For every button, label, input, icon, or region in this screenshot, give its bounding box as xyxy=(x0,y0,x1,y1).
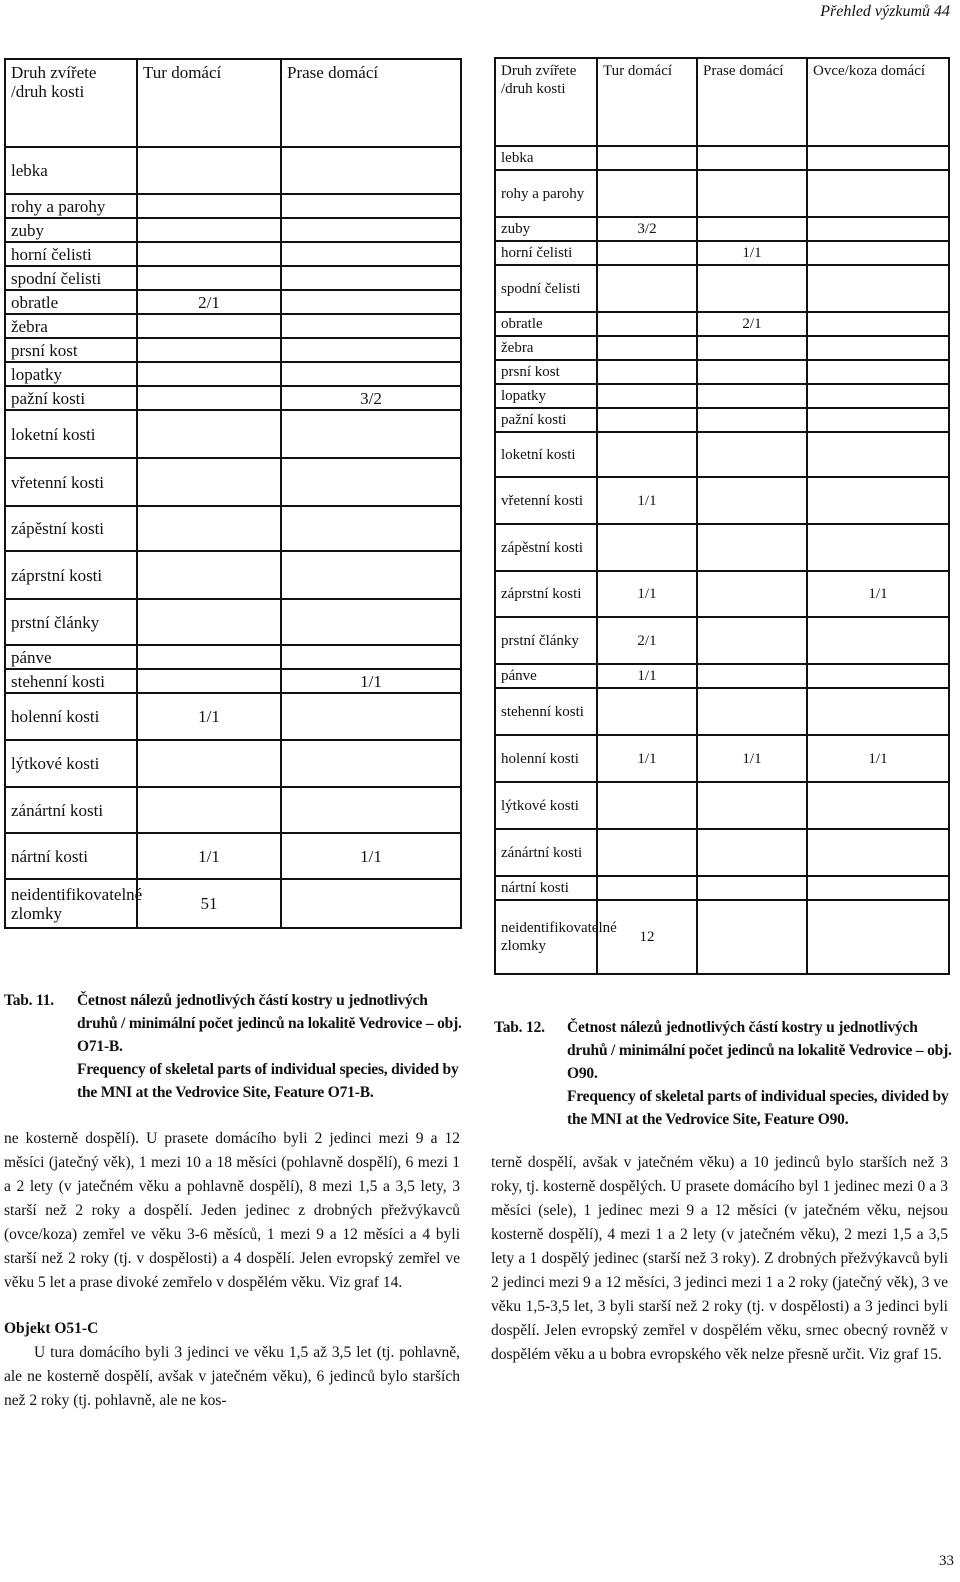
column-header: Ovce/koza domácí xyxy=(807,58,949,146)
count-cell xyxy=(137,506,281,551)
count-cell xyxy=(807,432,949,477)
table-row xyxy=(5,669,461,693)
table-row xyxy=(495,312,949,336)
bone-label: pažní kosti xyxy=(495,408,597,432)
count-cell: 3/2 xyxy=(597,217,697,241)
table-row xyxy=(5,458,461,506)
table-row xyxy=(5,787,461,833)
bone-label: prsní kost xyxy=(495,360,597,384)
count-cell xyxy=(281,290,461,314)
table-row xyxy=(495,146,949,170)
count-cell xyxy=(281,506,461,551)
count-cell xyxy=(697,146,807,170)
table-11-caption-label: Tab. 11. xyxy=(4,992,54,1009)
count-cell: 12 xyxy=(597,900,697,974)
count-cell xyxy=(597,265,697,312)
count-cell xyxy=(597,170,697,217)
count-cell xyxy=(807,782,949,829)
count-cell xyxy=(281,599,461,645)
running-head: Přehled výzkumů 44 xyxy=(820,3,950,20)
count-cell xyxy=(807,829,949,876)
count-cell xyxy=(807,146,949,170)
bone-label: záprstní kosti xyxy=(495,571,597,617)
count-cell xyxy=(697,571,807,617)
count-cell xyxy=(137,242,281,266)
column-header: Tur domácí xyxy=(137,59,281,147)
count-cell xyxy=(807,265,949,312)
count-cell: 1/1 xyxy=(597,664,697,688)
body-paragraph: U tura domácího byli 3 jedinci ve věku 1,5 až 3,5 let (tj. pohlavně, ale ne kosterně dospělí, avšak v jatečném věku), 6 jedinců bylo starších než 2 roky (tj. pohlavně, ale ne kos- xyxy=(4,1344,460,1409)
column-header: Druh zvířete /druh kosti xyxy=(495,58,597,146)
table-row xyxy=(5,242,461,266)
table-row xyxy=(495,617,949,664)
count-cell xyxy=(281,314,461,338)
table-row xyxy=(495,900,949,974)
table-row xyxy=(495,265,949,312)
count-cell xyxy=(697,477,807,524)
table-row xyxy=(495,384,949,408)
bone-label: neidentifikovatelné zlomky xyxy=(5,879,137,928)
count-cell xyxy=(807,876,949,900)
column-header: Prase domácí xyxy=(281,59,461,147)
count-cell xyxy=(807,477,949,524)
table-row xyxy=(495,360,949,384)
count-cell: 3/2 xyxy=(281,386,461,410)
table-12-caption-en: Frequency of skeletal parts of individual species, divided by the MNI at the Vedrovice Site, Feature O90. xyxy=(567,1088,949,1128)
count-cell xyxy=(597,360,697,384)
count-cell xyxy=(281,266,461,290)
table-row xyxy=(495,782,949,829)
bone-label: pánve xyxy=(495,664,597,688)
count-cell xyxy=(281,645,461,669)
count-cell xyxy=(697,782,807,829)
count-cell: 1/1 xyxy=(597,571,697,617)
count-cell xyxy=(597,829,697,876)
count-cell xyxy=(137,266,281,290)
count-cell xyxy=(597,408,697,432)
table-row xyxy=(5,386,461,410)
count-cell: 1/1 xyxy=(597,735,697,782)
table-row xyxy=(495,735,949,782)
bone-label: vřetenní kosti xyxy=(495,477,597,524)
bone-label: prsní kost xyxy=(5,338,137,362)
bone-label: nártní kosti xyxy=(495,876,597,900)
count-cell xyxy=(137,362,281,386)
count-cell xyxy=(137,314,281,338)
count-cell xyxy=(281,147,461,194)
table-row xyxy=(5,290,461,314)
table-row xyxy=(495,829,949,876)
count-cell xyxy=(281,740,461,787)
count-cell xyxy=(137,147,281,194)
bone-label: lýtkové kosti xyxy=(5,740,137,787)
count-cell xyxy=(697,664,807,688)
table-row xyxy=(5,740,461,787)
table-row xyxy=(495,432,949,477)
table-12 xyxy=(494,57,950,975)
table-row xyxy=(5,506,461,551)
table-row xyxy=(5,314,461,338)
bone-label: spodní čelisti xyxy=(5,266,137,290)
count-cell xyxy=(281,410,461,458)
count-cell xyxy=(697,170,807,217)
body-column-left xyxy=(4,1127,460,1413)
count-cell xyxy=(137,386,281,410)
count-cell xyxy=(281,787,461,833)
count-cell xyxy=(807,336,949,360)
count-cell xyxy=(807,170,949,217)
bone-label: záprstní kosti xyxy=(5,551,137,599)
table-row xyxy=(495,241,949,265)
count-cell xyxy=(281,242,461,266)
count-cell xyxy=(597,876,697,900)
table-row xyxy=(495,408,949,432)
table-header-row xyxy=(495,58,949,146)
count-cell xyxy=(697,876,807,900)
bone-label: lopatky xyxy=(495,384,597,408)
count-cell xyxy=(137,410,281,458)
count-cell xyxy=(807,312,949,336)
count-cell xyxy=(697,360,807,384)
bone-label: rohy a parohy xyxy=(5,194,137,218)
count-cell xyxy=(807,384,949,408)
count-cell xyxy=(807,664,949,688)
count-cell xyxy=(281,551,461,599)
bone-label: zánártní kosti xyxy=(495,829,597,876)
table-row xyxy=(495,664,949,688)
count-cell xyxy=(137,338,281,362)
bone-label: obratle xyxy=(495,312,597,336)
table-row xyxy=(495,217,949,241)
bone-label: spodní čelisti xyxy=(495,265,597,312)
body-paragraph: terně dospělí, avšak v jatečném věku) a 10 jedinců bylo starších než 3 roky, tj. kosterně dospělých. U prasete domácího byl 1 jedinec mezi 0 a 3 měsíci (sele), 1 jedinec mezi 9 a 12 měsíci (v jatečném věku, nejsou kosterně dospělí), 4 mezi 1 a 2 lety (v jatečném věku), 2 mezi 1,5 a 3,5 lety a 1 dospělý jedinec (starší než 3 roky). Z drobných přežvýkavců byli 2 jedinci mezi 9 a 12 měsíci, 3 jedinci mezi 1 a 2 roky (jatečný věk), 3 ve věku 1,5-3,5 let, 3 byli starší než 2 roky (tj. v dospělosti) a 3 jedinci byli dospělí. Jelen evropský zemřel v dospělém věku, srnec obecný rovněž v dospělém věku a u bobra evropského věk nelze přesně určit. Viz graf 15. xyxy=(491,1154,948,1363)
count-cell xyxy=(697,265,807,312)
bone-label: horní čelisti xyxy=(495,241,597,265)
count-cell xyxy=(807,524,949,571)
table-row xyxy=(5,833,461,879)
count-cell xyxy=(281,218,461,242)
table-12-caption-label: Tab. 12. xyxy=(494,1019,545,1036)
table-12-caption-cz: Četnost nálezů jednotlivých částí kostry u jednotlivých druhů / minimální počet jedinců na lokalitě Vedrovice – obj. O90. xyxy=(567,1019,952,1082)
count-cell xyxy=(597,688,697,735)
bone-label: lebka xyxy=(495,146,597,170)
count-cell xyxy=(697,408,807,432)
table-11 xyxy=(4,58,462,929)
table-row xyxy=(5,266,461,290)
bone-label: zuby xyxy=(495,217,597,241)
count-cell: 1/1 xyxy=(597,477,697,524)
bone-label: loketní kosti xyxy=(5,410,137,458)
bone-label: zápěstní kosti xyxy=(5,506,137,551)
column-header: Druh zvířete /druh kosti xyxy=(5,59,137,147)
page-number: 33 xyxy=(939,1553,954,1569)
count-cell xyxy=(281,194,461,218)
bone-label: vřetenní kosti xyxy=(5,458,137,506)
count-cell: 1/1 xyxy=(697,735,807,782)
count-cell: 1/1 xyxy=(807,735,949,782)
table-row xyxy=(5,147,461,194)
count-cell xyxy=(137,740,281,787)
bone-label: pánve xyxy=(5,645,137,669)
count-cell xyxy=(281,879,461,928)
table-12-caption xyxy=(494,1016,950,1126)
bone-label: horní čelisti xyxy=(5,242,137,266)
table-11-caption-en: Frequency of skeletal parts of individual species, divided by the MNI at the Vedrovice Site, Feature O71-B. xyxy=(77,1061,459,1101)
bone-label: prstní články xyxy=(5,599,137,645)
count-cell: 1/1 xyxy=(807,571,949,617)
count-cell xyxy=(281,458,461,506)
count-cell xyxy=(597,524,697,571)
table-row xyxy=(495,336,949,360)
count-cell xyxy=(597,241,697,265)
count-cell: 2/1 xyxy=(697,312,807,336)
bone-label: prstní články xyxy=(495,617,597,664)
table-row xyxy=(5,410,461,458)
count-cell xyxy=(281,338,461,362)
column-header: Tur domácí xyxy=(597,58,697,146)
bone-label: pažní kosti xyxy=(5,386,137,410)
section-heading: Objekt O51-C xyxy=(4,1320,99,1337)
count-cell: 1/1 xyxy=(281,833,461,879)
count-cell xyxy=(137,194,281,218)
bone-label: zuby xyxy=(5,218,137,242)
count-cell xyxy=(137,645,281,669)
count-cell xyxy=(697,217,807,241)
bone-label: rohy a parohy xyxy=(495,170,597,217)
count-cell xyxy=(137,669,281,693)
table-11-caption xyxy=(4,989,460,1099)
bone-label: lopatky xyxy=(5,362,137,386)
bone-label: holenní kosti xyxy=(5,693,137,740)
bone-label: obratle xyxy=(5,290,137,314)
bone-label: holenní kosti xyxy=(495,735,597,782)
count-cell: 2/1 xyxy=(137,290,281,314)
count-cell xyxy=(697,617,807,664)
count-cell: 1/1 xyxy=(281,669,461,693)
count-cell xyxy=(597,312,697,336)
body-paragraph: ne kosterně dospělí). U prasete domácího byli 2 jedinci mezi 9 a 12 měsíci (jatečný věk), 1 mezi 10 a 18 měsíci (pohlavně dospělí), 6 mezi 1 a 2 lety (v jatečném věku a pohlavně dospělí), 8 mezi 1,5 a 3,5 lety, 3 starší než 2 roky a dospělí. Jeden jedinec z drobných přežvýkavců (ovce/koza) zemřel ve věku 3-6 měsíců, 1 mezi 9 a 12 měsíci a 4 byli starší než 2 roky (tj. v dospělosti) a 4 dospělí. Jelen evropský zemřel ve věku 5 let a prase divoké zemřelo v dospělém věku. Viz graf 14. xyxy=(4,1130,460,1291)
bone-label: neidentifikovatelné zlomky xyxy=(495,900,597,974)
bone-label: zápěstní kosti xyxy=(495,524,597,571)
count-cell xyxy=(697,900,807,974)
count-cell xyxy=(807,360,949,384)
count-cell xyxy=(697,829,807,876)
count-cell xyxy=(597,432,697,477)
count-cell xyxy=(807,217,949,241)
bone-label: loketní kosti xyxy=(495,432,597,477)
count-cell xyxy=(281,362,461,386)
table-row xyxy=(5,194,461,218)
count-cell xyxy=(137,218,281,242)
count-cell xyxy=(137,458,281,506)
table-row xyxy=(495,170,949,217)
table-row xyxy=(495,477,949,524)
table-header-row xyxy=(5,59,461,147)
count-cell xyxy=(597,384,697,408)
table-row xyxy=(5,599,461,645)
count-cell xyxy=(137,599,281,645)
body-column-right xyxy=(491,1151,948,1367)
table-row xyxy=(5,693,461,740)
count-cell xyxy=(137,787,281,833)
table-11-caption-cz: Četnost nálezů jednotlivých částí kostry u jednotlivých druhů / minimální počet jedinců na lokalitě Vedrovice – obj. O71-B. xyxy=(77,992,462,1055)
bone-label: lýtkové kosti xyxy=(495,782,597,829)
count-cell xyxy=(597,782,697,829)
column-header: Prase domácí xyxy=(697,58,807,146)
count-cell xyxy=(281,693,461,740)
table-row xyxy=(495,524,949,571)
bone-label: žebra xyxy=(5,314,137,338)
bone-label: žebra xyxy=(495,336,597,360)
count-cell xyxy=(137,551,281,599)
count-cell xyxy=(807,900,949,974)
bone-label: lebka xyxy=(5,147,137,194)
count-cell xyxy=(697,432,807,477)
count-cell xyxy=(697,524,807,571)
table-row xyxy=(5,362,461,386)
table-row xyxy=(5,551,461,599)
table-row xyxy=(5,645,461,669)
count-cell xyxy=(807,408,949,432)
count-cell xyxy=(807,617,949,664)
count-cell xyxy=(697,384,807,408)
count-cell: 1/1 xyxy=(137,833,281,879)
table-row xyxy=(5,338,461,362)
count-cell xyxy=(597,146,697,170)
table-row xyxy=(495,571,949,617)
bone-label: nártní kosti xyxy=(5,833,137,879)
count-cell: 51 xyxy=(137,879,281,928)
count-cell: 1/1 xyxy=(697,241,807,265)
bone-label: stehenní kosti xyxy=(5,669,137,693)
count-cell xyxy=(807,688,949,735)
count-cell: 2/1 xyxy=(597,617,697,664)
count-cell xyxy=(807,241,949,265)
count-cell xyxy=(697,688,807,735)
table-row xyxy=(5,879,461,928)
bone-label: stehenní kosti xyxy=(495,688,597,735)
bone-label: zánártní kosti xyxy=(5,787,137,833)
table-row xyxy=(495,688,949,735)
count-cell: 1/1 xyxy=(137,693,281,740)
table-row xyxy=(5,218,461,242)
count-cell xyxy=(597,336,697,360)
count-cell xyxy=(697,336,807,360)
table-row xyxy=(495,876,949,900)
